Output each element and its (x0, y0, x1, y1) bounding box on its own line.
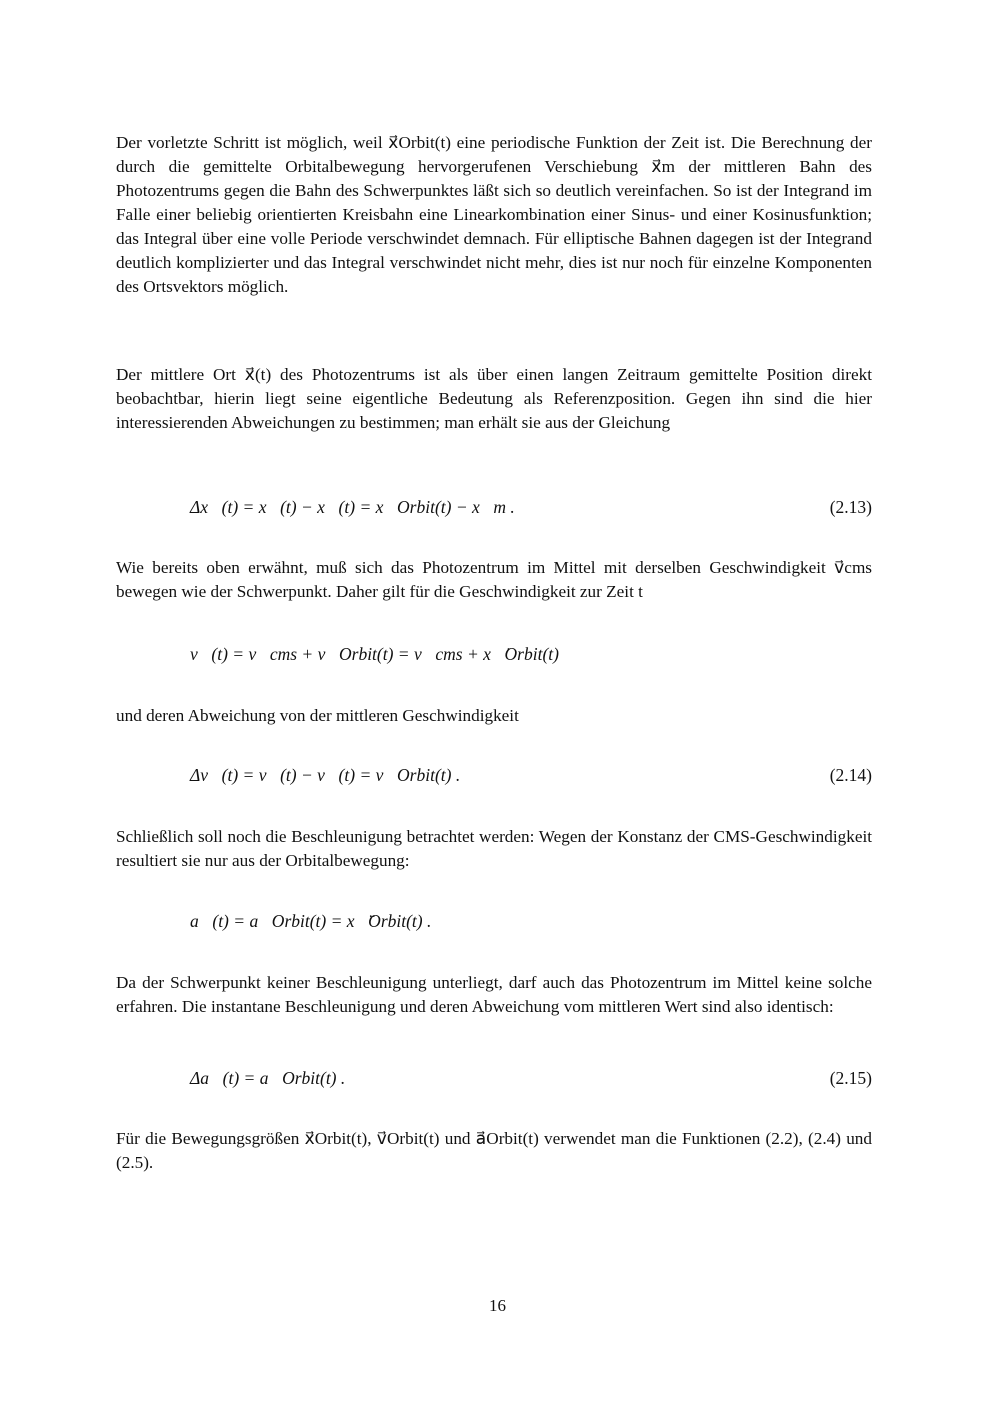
paragraph-velocity-intro: Wie bereits oben erwähnt, muß sich das Photozentrum im Mittel mit derselben Geschwindigkeit v⃗cms bewegen wie der Schwerpunkt. Daher gilt für die Geschwindigkeit zur Zeit t (116, 558, 872, 601)
equation-velocity (190, 641, 872, 667)
paragraph-acceleration-intro: Schließlich soll noch die Beschleunigung betrachtet werden: Wegen der Konstanz der CMS-Geschwindigkeit resultiert sie nur aus der Orbitalbewegung: (116, 827, 872, 870)
paragraph-periodic-function: Der vorletzte Schritt ist möglich, weil x⃗Orbit(t) eine periodische Funktion der Zeit ist. Die Berechnung der durch die gemittelte Orbitalbewegung hervorgerufenen Verschiebung x⃗m der mittleren Bahn des Photozentrums gegen die Bahn des Schwerpunktes läßt sich so deutlich vereinfachen. So ist der Integrand im Falle einer beliebig orientierten Kreisbahn eine Linearkombination einer Sinus- und einer Kosinusfunktion; das Integral über eine volle Periode verschwindet demnach. Für elliptische Bahnen dagegen ist der Integrand deutlich komplizierter und das Integral verschwindet nicht mehr, dies ist nur noch für einzelne Komponenten des Ortsvektors möglich. (116, 133, 872, 296)
equation-2-13-number: (2.13) (829, 497, 872, 517)
equation-2-15-number: (2.15) (829, 1068, 872, 1088)
paragraph-velocity-deviation: und deren Abweichung von der mittleren Geschwindigkeit (116, 706, 519, 725)
paragraph-acceleration-identity: Da der Schwerpunkt keiner Beschleunigung unterliegt, darf auch das Photozentrum im Mittel keine solche erfahren. Die instantane Beschleunigung und deren Abweichung vom mittleren Wert sind also identisch: (116, 973, 872, 1016)
paragraph-motion-functions: Für die Bewegungsgrößen x⃗Orbit(t), v⃗Orbit(t) und a⃗Orbit(t) verwendet man die Funktionen (2.2), (2.4) und (2.5). (116, 1129, 872, 1172)
equation-acceleration-body: a⃗(t) = a⃗Orbit(t) = x⃗̈Orbit(t) . (190, 911, 432, 931)
equation-2-14-number: (2.14) (829, 765, 872, 785)
equation-2-14 (190, 762, 872, 788)
equation-2-15 (190, 1065, 872, 1091)
paragraph-mean-position: Der mittlere Ort x⃗(t) des Photozentrums ist als über einen langen Zeitraum gemittelte Position direkt beobachtbar, hierin liegt seine eigentliche Bedeutung als Referenzposition. Gegen ihn sind die hier interessierenden Abweichungen zu bestimmen; man erhält sie aus der Gleichung (116, 365, 872, 432)
equation-velocity-body: v⃗(t) = v⃗cms + v⃗Orbit(t) = v⃗cms + x⃗̇Orbit(t) (190, 644, 559, 664)
equation-2-13-body: Δx⃗(t) = x⃗(t) − x⃗(t) = x⃗Orbit(t) − x⃗m . (190, 497, 515, 517)
equation-2-13 (190, 494, 872, 520)
equation-acceleration (190, 908, 872, 934)
equation-2-15-body: Δa⃗(t) = a⃗Orbit(t) . (190, 1068, 346, 1088)
equation-2-14-body: Δv⃗(t) = v⃗(t) − v⃗(t) = v⃗Orbit(t) . (190, 765, 461, 785)
page-number: 16 (489, 1296, 506, 1315)
